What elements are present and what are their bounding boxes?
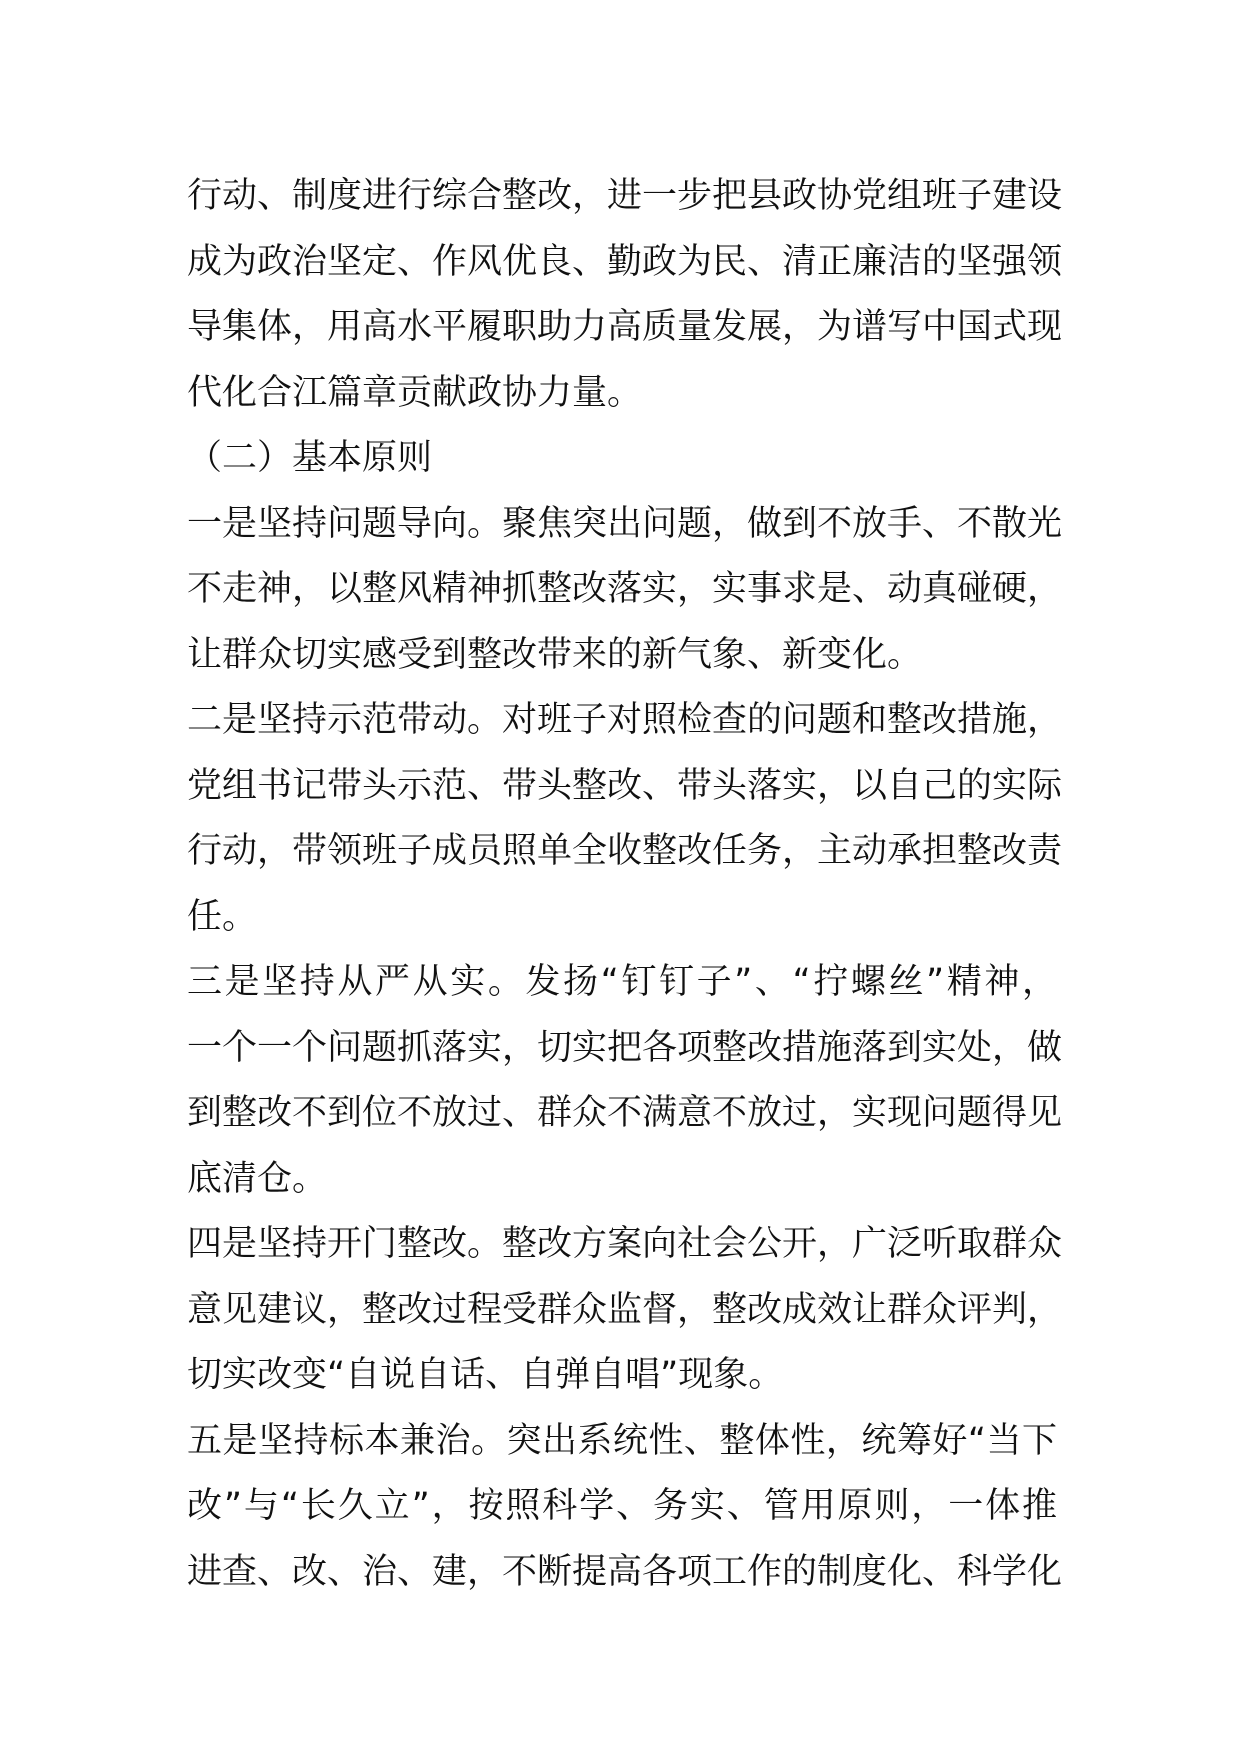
text-line: 一个一个问题抓落实，切实把各项整改措施落到实处，做 <box>187 1027 1063 1068</box>
text-line: 三是坚持从严从实。发扬“钉钉子”、“拧螺丝”精神， <box>187 962 1057 1002</box>
text-line: 任。 <box>187 896 258 937</box>
text-line: 代化合江篇章贡献政协力量。 <box>187 372 643 413</box>
text-line: 改”与“长久立”，按照科学、务实、管用原则，一体推 <box>187 1486 1057 1526</box>
text-line: 切实改变“自说自话、自弹自唱”现象。 <box>187 1355 784 1395</box>
text-line: 行动，带领班子成员照单全收整改任务，主动承担整改责 <box>187 831 1063 871</box>
text-line: 成为政治坚定、作风优良、勤政为民、清正廉洁的坚强领 <box>187 241 1063 282</box>
text-line: 底清仓。 <box>187 1158 328 1199</box>
text-line: 意见建议，整改过程受群众监督，整改成效让群众评判， <box>187 1289 1063 1330</box>
text-line: 一是坚持问题导向。聚焦突出问题，做到不放手、不散光 <box>187 503 1063 544</box>
text-line: 四是坚持开门整改。整改方案向社会公开，广泛听取群众 <box>187 1224 1063 1264</box>
text-line: 让群众切实感受到整改带来的新气象、新变化。 <box>187 634 923 675</box>
text-line: 二是坚持示范带动。对班子对照检查的问题和整改措施， <box>187 700 1063 740</box>
text-line: 进查、改、治、建，不断提高各项工作的制度化、科学化 <box>187 1551 1063 1592</box>
document-body <box>187 164 1063 1605</box>
text-line: 到整改不到位不放过、群众不满意不放过，实现问题得见 <box>187 1093 1063 1133</box>
text-line: 党组书记带头示范、带头整改、带头落实，以自己的实际 <box>187 765 1063 806</box>
text-line: 导集体，用高水平履职助力高质量发展，为谱写中国式现 <box>187 307 1063 347</box>
section-heading: （二）基本原则 <box>187 438 433 478</box>
text-line: 行动、制度进行综合整改，进一步把县政协党组班子建设 <box>187 176 1063 216</box>
text-line: 不走神，以整风精神抓整改落实，实事求是、动真碰硬， <box>187 569 1063 609</box>
text-line: 五是坚持标本兼治。突出系统性、整体性，统筹好“当下 <box>187 1420 1057 1461</box>
